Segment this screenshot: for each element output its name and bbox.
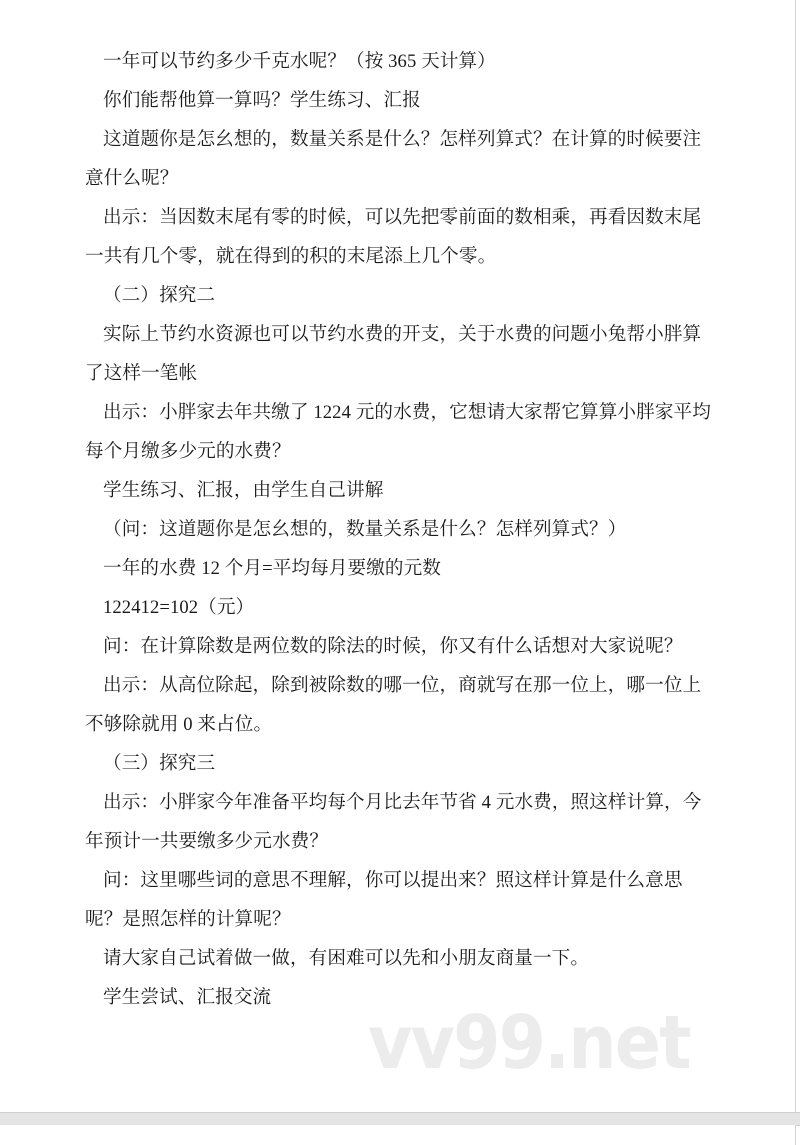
text-line: （问：这道题你是怎幺想的，数量关系是什么？怎样列算式？） [103, 519, 627, 540]
text-line: 出示：当因数末尾有零的时候，可以先把零前面的数相乘，再看因数末尾 [103, 207, 702, 228]
text-line: 每个月缴多少元的水费？ [85, 441, 291, 462]
text-line: 问：在计算除数是两位数的除法的时候，你又有什么话想对大家说呢？ [103, 636, 683, 657]
text-line: 学生练习、汇报，由学生自己讲解 [103, 480, 384, 501]
text-line: 你们能帮他算一算吗？学生练习、汇报 [103, 90, 421, 111]
text-line: （二）探究二 [103, 285, 216, 306]
next-page [0, 1125, 796, 1145]
text-line: 一年的水费 12 个月=平均每月要缴的元数 [103, 558, 441, 579]
text-line: 呢？是照怎样的计算呢？ [85, 909, 291, 930]
text-line: 实际上节约水资源也可以节约水费的开支，关于水费的问题小兔帮小胖算 [103, 324, 702, 345]
text-line: （三）探究三 [103, 753, 216, 774]
text-line: 不够除就用 0 来占位。 [85, 714, 273, 735]
text-line: 意什么呢？ [85, 168, 179, 189]
page-separator [0, 1112, 800, 1126]
text-line: 122412=102（元） [103, 597, 255, 618]
text-line: 年预计一共要缴多少元水费？ [85, 831, 329, 852]
text-line: 出示：小胖家今年准备平均每个月比去年节省 4 元水费，照这样计算，今 [103, 792, 702, 813]
text-line: 学生尝试、汇报交流 [103, 987, 272, 1008]
text-line: 一共有几个零，就在得到的积的末尾添上几个零。 [85, 246, 497, 267]
text-line: 了这样一笔帐 [85, 363, 198, 384]
text-line: 出示：小胖家去年共缴了 1224 元的水费，它想请大家帮它算算小胖家平均 [103, 402, 711, 423]
text-line: 出示：从高位除起，除到被除数的哪一位，商就写在那一位上，哪一位上 [103, 675, 702, 696]
watermark: vv99.net [368, 1000, 690, 1086]
text-line: 问：这里哪些词的意思不理解，你可以提出来？照这样计算是什么意思 [103, 870, 683, 891]
text-line: 请大家自己试着做一做，有困难可以先和小朋友商量一下。 [103, 948, 590, 969]
text-line: 这道题你是怎幺想的，数量关系是什么？怎样列算式？在计算的时候要注 [103, 129, 702, 150]
text-line: 一年可以节约多少千克水呢？（按 365 天计算） [103, 51, 496, 72]
